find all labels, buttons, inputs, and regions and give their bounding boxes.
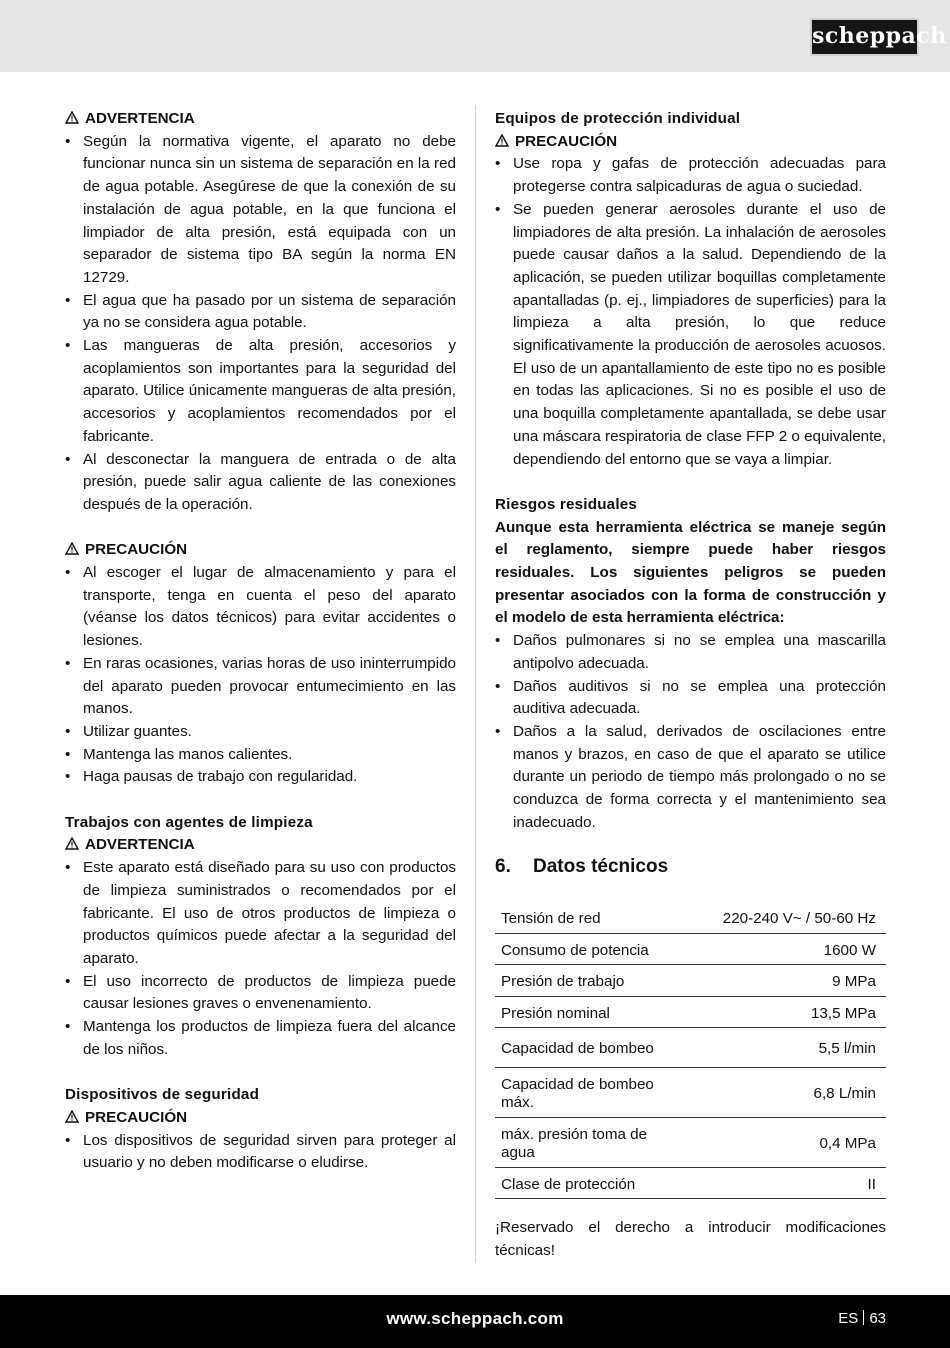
warning-triangle-icon: [65, 542, 79, 555]
list-item: • El agua que ha pasado por un sistema de separación ya no se considera agua potable.: [65, 290, 456, 335]
table-row: [495, 965, 886, 997]
list-item: • Al escoger el lugar de almacenamiento y para el transporte, tenga en cuenta el peso del aparato (véanse los datos técnicos) para evitar accidentes o lesiones.: [65, 562, 456, 653]
footer-url[interactable]: www.scheppach.com: [386, 1309, 564, 1328]
list-item: • Este aparato está diseñado para su uso con productos de limpieza suministrados o recomendados por el fabricante. El uso de otros productos de limpieza o productos químicos puede afectar a la seguridad del aparato.: [65, 857, 456, 971]
caution-label: PRECAUCIÓN: [65, 539, 456, 562]
list-item: • Daños auditivos si no se emplea una protección auditiva adecuada.: [495, 676, 886, 721]
table-row: [495, 933, 886, 965]
spec-label: Clase de protección: [495, 1167, 691, 1199]
spec-value: 5,5 l/min: [691, 1028, 886, 1068]
warning-triangle-icon: [65, 1110, 79, 1123]
spec-label: Presión nominal: [495, 996, 691, 1028]
warning-triangle-icon: [495, 134, 509, 147]
list-item: • Al desconectar la manguera de entrada o de alta presión, puede salir agua caliente de las conexiones después de la operación.: [65, 449, 456, 517]
spec-label: Consumo de potencia: [495, 933, 691, 965]
modification-note: ¡Reservado el derecho a introducir modificaciones técnicas!: [495, 1219, 886, 1260]
list-item: • Los dispositivos de seguridad sirven para proteger al usuario y no deben modificarse o eludirse.: [65, 1130, 456, 1175]
warning-triangle-icon: [65, 837, 79, 850]
page-indicator: [838, 1310, 886, 1327]
tech-data-table: [495, 902, 886, 1199]
language-code: ES: [838, 1310, 859, 1327]
header-bar: [0, 0, 950, 72]
list-item: • Mantenga los productos de limpieza fuera del alcance de los niños.: [65, 1016, 456, 1061]
spec-label: Tensión de red: [495, 902, 691, 933]
brand-logo: scheppach: [810, 18, 919, 56]
section-heading: Riesgos residuales: [495, 495, 638, 513]
table-row: [495, 996, 886, 1028]
table-row: [495, 1067, 886, 1117]
warning-label: ADVERTENCIA: [65, 108, 456, 131]
spec-label: máx. presión toma de agua: [495, 1117, 691, 1167]
list-item: • Mantenga las manos calientes.: [65, 744, 456, 767]
list-item: • En raras ocasiones, varias horas de uso ininterrumpido del aparato pueden provocar entumecimiento en las manos.: [65, 653, 456, 721]
list-item: • Se pueden generar aerosoles durante el uso de limpiadores de alta presión. La inhalación de aerosoles puede causar daños a la salud. Dependiendo de la aplicación, se pueden utilizar boquillas completamente apantalladas (p. ej., limpiadores de superficies) para la limpieza a alta presión, lo que reduce significativamente la producción de aerosoles acuosos. El uso de un apantallamiento de este tipo no es posible en todas las aplicaciones. Si no es posible el uso de una boquilla completamente apantallada, se debe usar una máscara respiratoria de clase FFP 2 o equivalente, dependiendo del entorno que se vaya a limpiar.: [495, 199, 886, 471]
warning-triangle-icon: [65, 111, 79, 124]
spec-value: 9 MPa: [691, 965, 886, 997]
list-item: • Daños pulmonares si no se emplea una mascarilla antipolvo adecuada.: [495, 630, 886, 675]
spec-label: Presión de trabajo: [495, 965, 691, 997]
cleaning-list: [65, 857, 456, 1061]
list-item: • Según la normativa vigente, el aparato no debe funcionar nunca sin un sistema de separación en la red de agua potable. Asegúrese de que la conexión de su instalación de agua potable, en la que funciona el limpiador de alta presión, está equipada con un separador de sistema tipo BA según la norma EN 12729.: [65, 131, 456, 290]
section-heading: Trabajos con agentes de limpieza: [65, 813, 313, 831]
warning-label: ADVERTENCIA: [65, 834, 456, 857]
residual-intro: Aunque esta herramienta eléctrica se maneje según el reglamento, siempre puede haber riesgos residuales. Los siguientes peligros se pueden presentar asociados con la forma de construcción y el modelo de esta herramienta eléctrica:: [495, 518, 886, 627]
chapter-title: 6. Datos técnicos: [495, 854, 886, 880]
chapter-number: 6.: [495, 856, 511, 878]
spec-value: 0,4 MPa: [691, 1117, 886, 1167]
spec-value: 13,5 MPa: [691, 996, 886, 1028]
spec-value: 1600 W: [691, 933, 886, 965]
spec-value: II: [691, 1167, 886, 1199]
caution-list: [65, 562, 456, 789]
list-item: • Haga pausas de trabajo con regularidad.: [65, 766, 456, 789]
list-item: • Daños a la salud, derivados de oscilaciones entre manos y brazos, en caso de que el aparato se utilice durante un periodo de tiempo más prolongado o no se conduzca de forma correcta y el mantenimiento sea inadecuado.: [495, 721, 886, 835]
list-item: • Utilizar guantes.: [65, 721, 456, 744]
warning-list: [65, 131, 456, 517]
spec-label: Capacidad de bombeo máx.: [495, 1067, 691, 1117]
section-heading: Dispositivos de seguridad: [65, 1086, 260, 1104]
spec-value: 6,8 L/min: [691, 1067, 886, 1117]
left-column: [65, 108, 456, 1175]
right-column: [495, 108, 886, 1263]
list-item: • Use ropa y gafas de protección adecuadas para protegerse contra salpicaduras de agua o suciedad.: [495, 153, 886, 198]
footer-bar: [0, 1295, 950, 1348]
spec-value: 220-240 V~ / 50-60 Hz: [691, 902, 886, 933]
table-row: [495, 1028, 886, 1068]
residual-list: [495, 630, 886, 834]
spec-label: Capacidad de bombeo: [495, 1028, 691, 1068]
list-item: • El uso incorrecto de productos de limpieza puede causar lesiones graves o envenenamiento.: [65, 971, 456, 1016]
caution-label: PRECAUCIÓN: [65, 1107, 456, 1130]
page-number: 63: [869, 1310, 886, 1327]
table-row: [495, 902, 886, 933]
ppe-list: [495, 153, 886, 471]
table-row: [495, 1117, 886, 1167]
table-row: [495, 1167, 886, 1199]
caution-label: PRECAUCIÓN: [495, 131, 886, 154]
safety-devices-list: [65, 1130, 456, 1175]
list-item: • Las mangueras de alta presión, accesorios y acoplamientos son importantes para la seguridad del aparato. Utilice únicamente mangueras de alta presión, accesorios y acoplamientos recomendados por el fabricante.: [65, 335, 456, 449]
section-heading: Equipos de protección individual: [495, 110, 741, 127]
column-divider: [475, 105, 476, 1263]
